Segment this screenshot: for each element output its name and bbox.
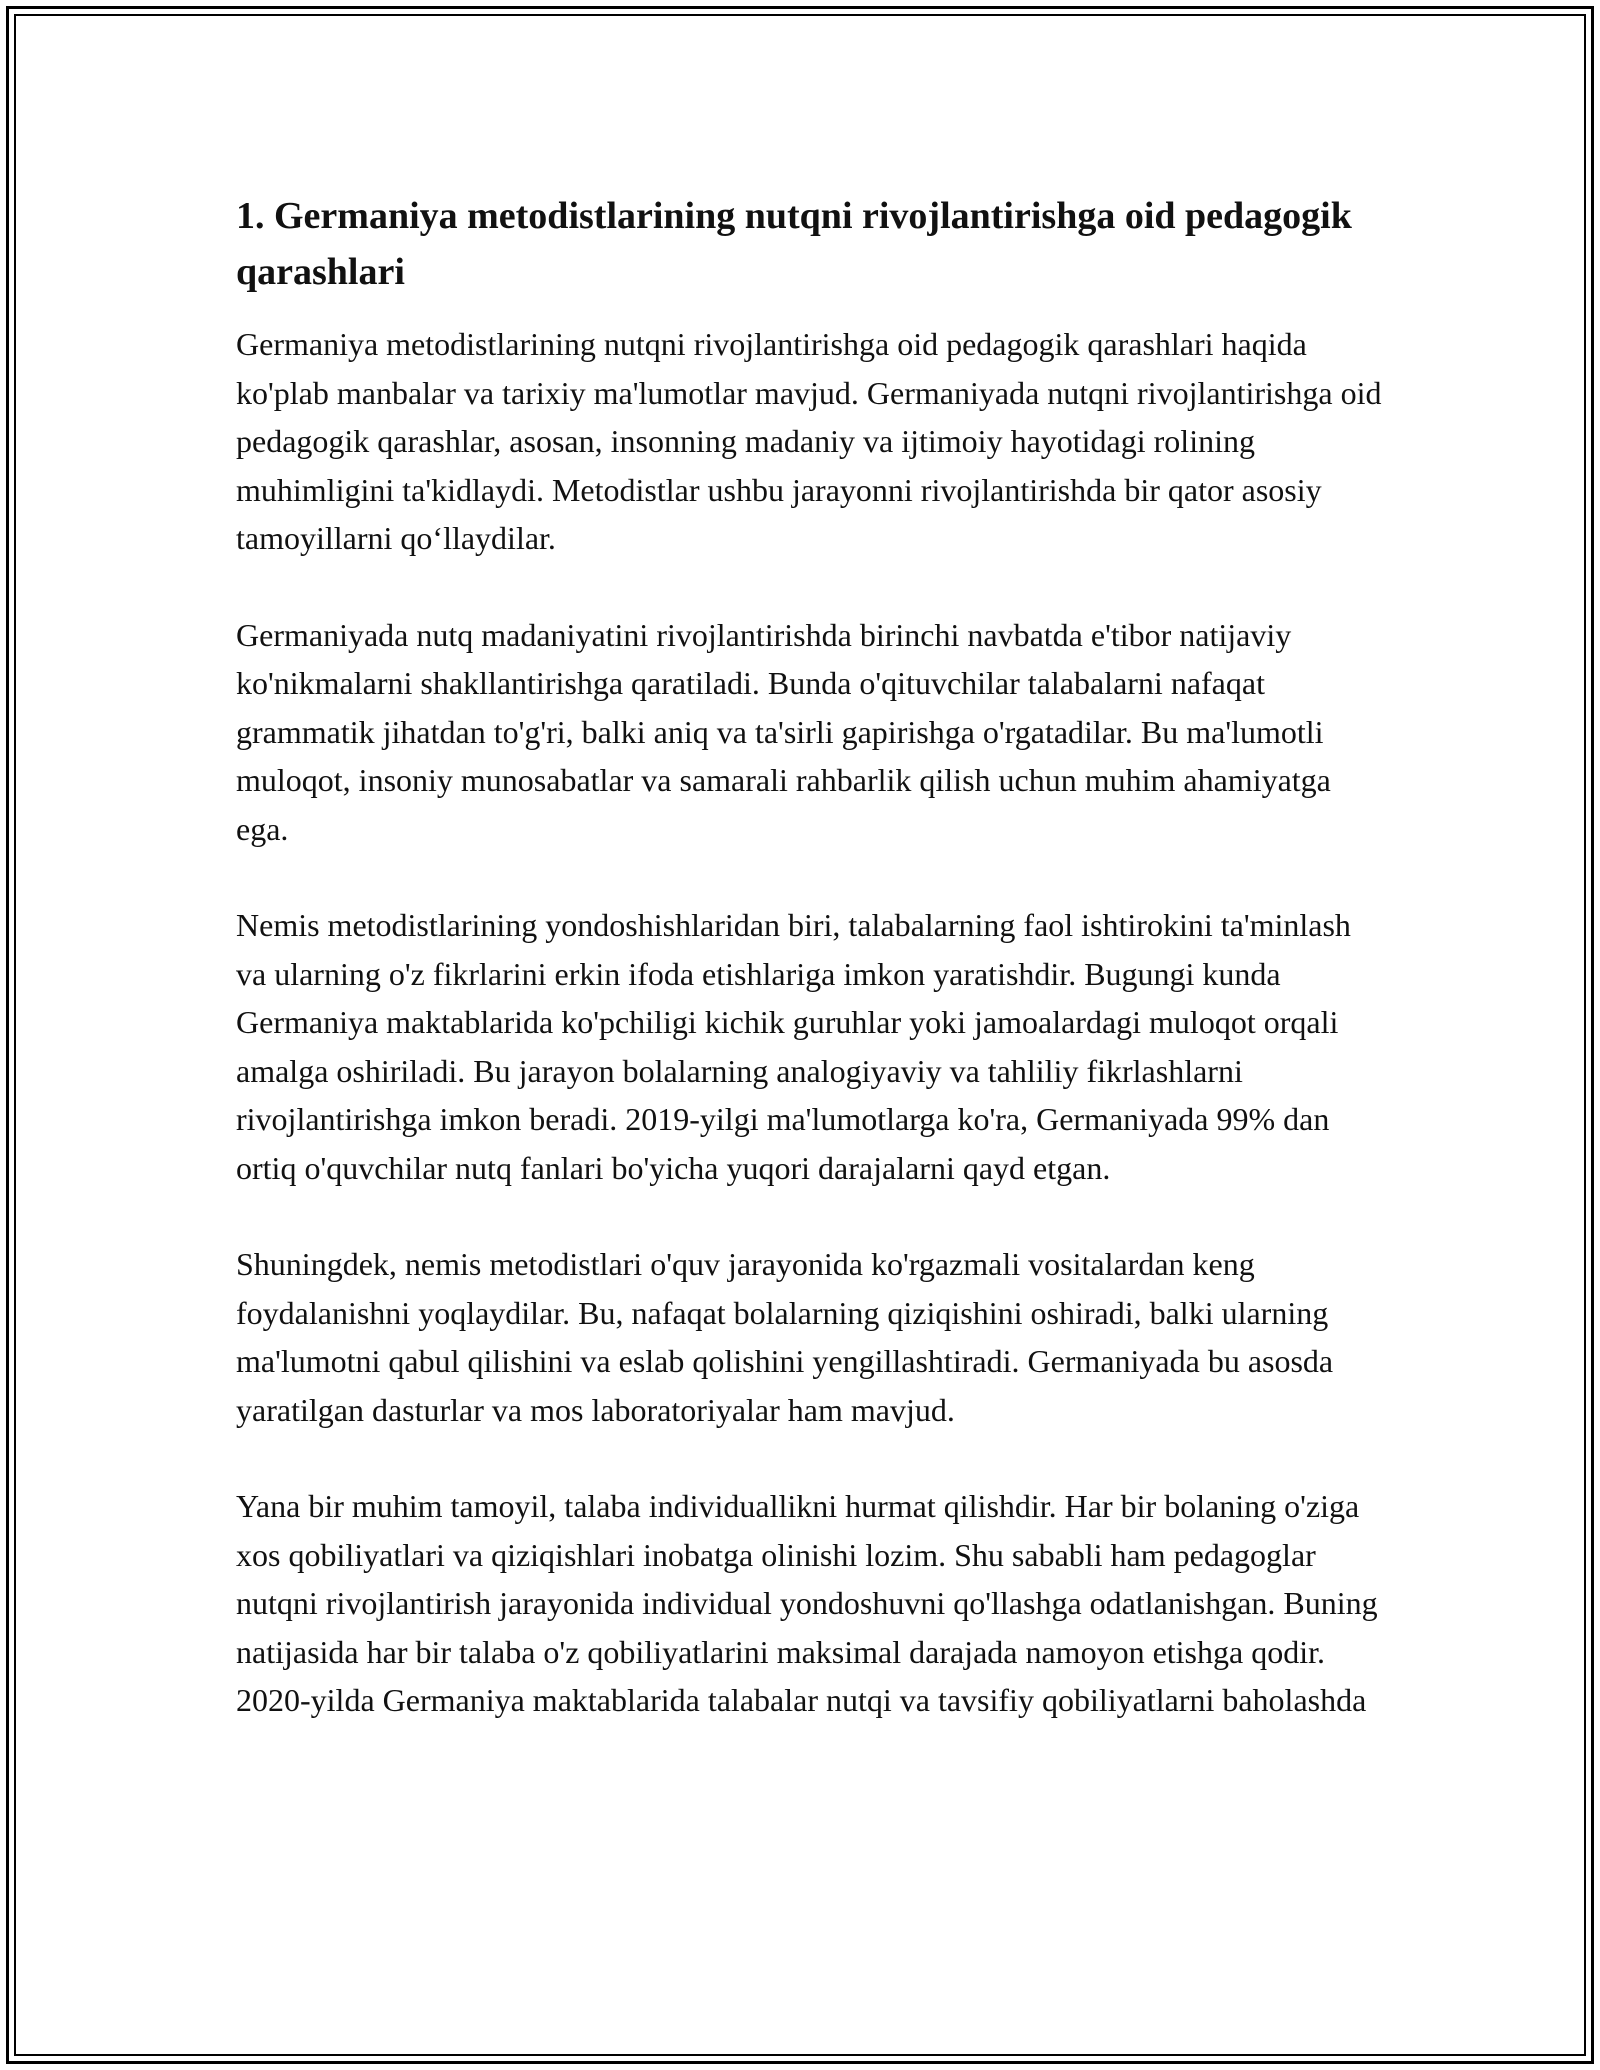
document-body xyxy=(236,188,1386,1773)
paragraph-3: Nemis metodistlarining yondoshishlaridan biri, talabalarning faol ishtirokini ta'minlash va ularning o'z fikrlarini erkin ifoda etishlariga imkon yaratishdir. Bugungi kunda Germaniya maktablarida ko'pchiligi kichik guruhlar yoki jamoalardagi muloqot orqali amalga oshiriladi. Bu jarayon bolalarning analogiyaviy va tahliliy fikrlashlarni rivojlantirishga imkon beradi. 2019-yilgi ma'lumotlarga ko'ra, Germaniyada 99% dan ortiq o'quvchilar nutq fanlari bo'yicha yuqori darajalarni qayd etgan. xyxy=(236,907,1351,1186)
paragraph-5: Yana bir muhim tamoyil, talaba individuallikni hurmat qilishdir. Har bir bolaning o'ziga xos qobiliyatlari va qiziqishlari inobatga olinishi lozim. Shu sababli ham pedagoglar nutqni rivojlantirish jarayonida individual yondoshuvni qo'llashga odatlanishgan. Buning natijasida har bir talaba o'z qobiliyatlarini maksimal darajada namoyon etishga qodir. 2020-yilda Germaniya maktablarida talabalar nutqi va tavsifiy qobiliyatlarni baholashda xyxy=(236,1488,1378,1718)
section-heading: 1. Germaniya metodistlarining nutqni rivojlantirishga oid pedagogik qarashlari xyxy=(236,195,1352,293)
paragraph-4: Shuningdek, nemis metodistlari o'quv jarayonida ko'rgazmali vositalardan keng foydalanishni yoqlaydilar. Bu, nafaqat bolalarning qiziqishini oshiradi, balki ularning ma'lumotni qabul qilishini va eslab qolishini yengillashtiradi. Germaniyada bu asosda yaratilgan dasturlar va mos laboratoriyalar ham mavjud. xyxy=(236,1246,1334,1428)
paragraph-1: Germaniya metodistlarining nutqni rivojlantirishga oid pedagogik qarashlari haqida ko'plab manbalar va tarixiy ma'lumotlar mavjud. Germaniyada nutqni rivojlantirishga oid pedagogik qarashlar, asosan, insonning madaniy va ijtimoiy hayotidagi rolining muhimligini ta'kidlaydi. Metodistlar ushbu jarayonni rivojlantirishda bir qator asosiy tamoyillarni qo‘llaydilar. xyxy=(236,326,1382,556)
paragraph-2: Germaniyada nutq madaniyatini rivojlantirishda birinchi navbatda e'tibor natijaviy ko'nikmalarni shakllantirishga qaratiladi. Bunda o'qituvchilar talabalarni nafaqat grammatik jihatdan to'g'ri, balki aniq va ta'sirli gapirishga o'rgatadilar. Bu ma'lumotli muloqot, insoniy munosabatlar va samarali rahbarlik qilish uchun muhim ahamiyatga ega. xyxy=(236,616,1331,847)
